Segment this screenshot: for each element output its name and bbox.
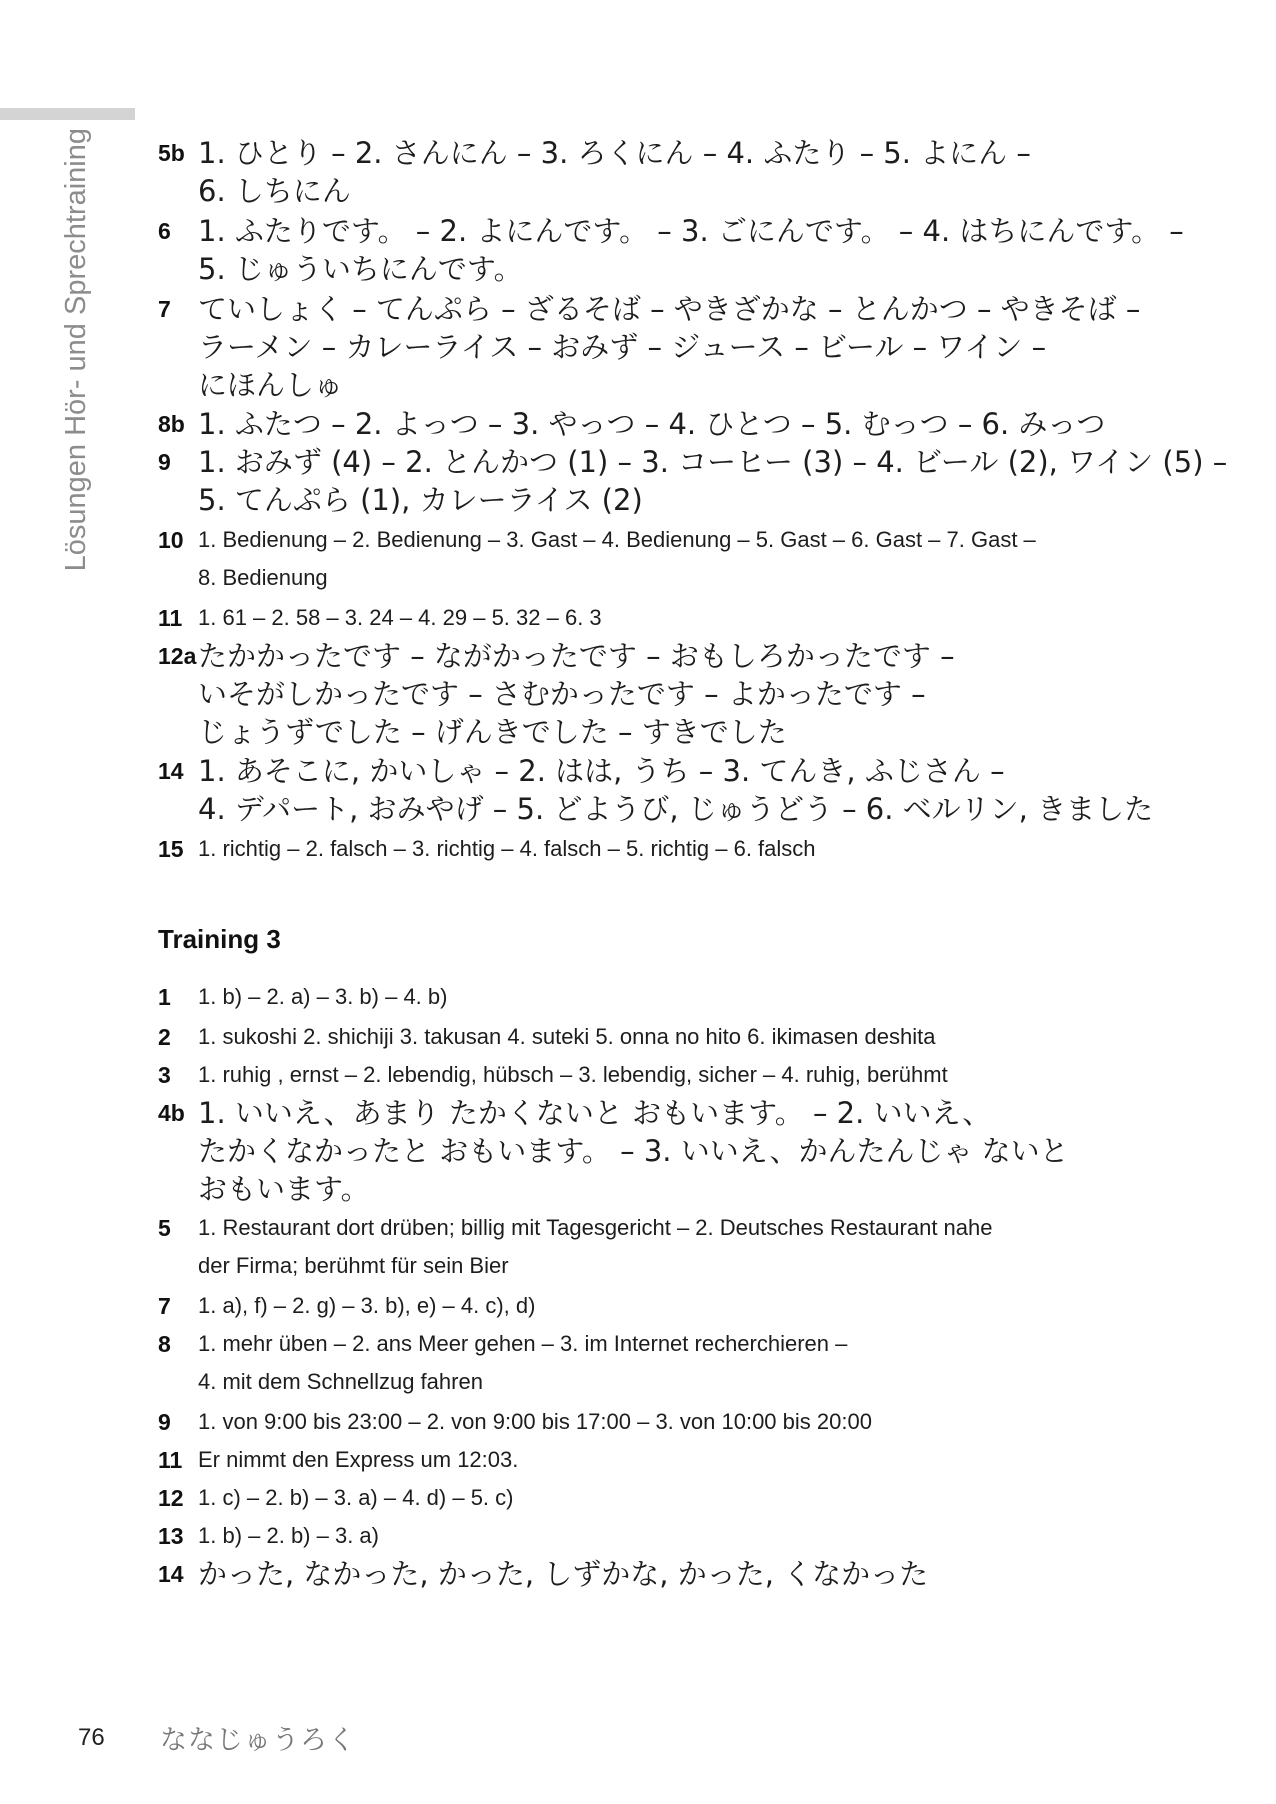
- answer-line: 1. ひとり – 2. さんにん – 3. ろくにん – 4. ふたり – 5. よにん –: [198, 136, 1031, 170]
- answer-text: [198, 1018, 1158, 1056]
- answer-line: Er nimmt den Express um 12:03.: [198, 1447, 519, 1472]
- answer-line: おもいます。: [198, 1172, 370, 1206]
- exercise-number: 7: [158, 1293, 171, 1319]
- chapter-side-label: Lösungen Hör- und Sprechtraining: [60, 128, 92, 572]
- answer-text: [198, 1555, 1158, 1593]
- answer-text: [198, 1441, 1158, 1479]
- answer-line: 1. ふたつ – 2. よっつ – 3. やっつ – 4. ひとつ – 5. むっつ – 6. みっつ: [198, 407, 1106, 441]
- answer-text: [198, 1403, 1158, 1441]
- answer-line: いそがしかったです – さむかったです – よかったです –: [198, 677, 926, 711]
- answer-text: [198, 1287, 1158, 1325]
- exercise-number: 11: [158, 605, 183, 631]
- answer-line: 1. b) – 2. b) – 3. a): [198, 1523, 379, 1548]
- answer-line: 8. Bedienung: [198, 565, 328, 590]
- answer-line: 1. richtig – 2. falsch – 3. richtig – 4. falsch – 5. richtig – 6. falsch: [198, 836, 816, 861]
- answer-line: 1. おみず (4) – 2. とんかつ (1) – 3. コーヒー (3) – 4. ビール (2), ワイン (5) –: [198, 445, 1228, 479]
- exercise-number: 7: [158, 296, 171, 322]
- answer-line: 1. ruhig , ernst – 2. lebendig, hübsch – 3. lebendig, sicher – 4. ruhig, berühmt: [198, 1062, 948, 1087]
- answer-line: 1. あそこに, かいしゃ – 2. はは, うち – 3. てんき, ふじさん –: [198, 754, 1005, 788]
- answer-line: 1. c) – 2. b) – 3. a) – 4. d) – 5. c): [198, 1485, 514, 1510]
- answer-line: 1. いいえ、あまり たかくないと おもいます。 – 2. いいえ、: [198, 1096, 992, 1130]
- answer-text: [198, 134, 1158, 210]
- answer-text: [198, 212, 1184, 288]
- section-heading: Training 3: [158, 924, 281, 954]
- answer-line: たかかったです – ながかったです – おもしろかったです –: [198, 639, 955, 673]
- answer-line: 5. じゅういちにんです。: [198, 252, 523, 286]
- answer-line: じょうずでした – げんきでした – すきでした: [198, 715, 787, 749]
- answer-text: [198, 1056, 1158, 1094]
- answer-line: 1. sukoshi 2. shichiji 3. takusan 4. suteki 5. onna no hito 6. ikimasen deshita: [198, 1024, 936, 1049]
- answer-line: かった, なかった, かった, しずかな, かった, くなかった: [198, 1557, 929, 1591]
- answer-text: [198, 752, 1158, 828]
- page-number-word: ななじゅうろく: [160, 1725, 356, 1756]
- answer-line: 6. しちにん: [198, 174, 351, 208]
- answer-line: 1. mehr üben – 2. ans Meer gehen – 3. im Internet recherchieren –: [198, 1331, 848, 1356]
- answer-line: 1. b) – 2. a) – 3. b) – 4. b): [198, 984, 448, 1009]
- answer-line: 1. Restaurant dort drüben; billig mit Tagesgericht – 2. Deutsches Restaurant nahe: [198, 1215, 993, 1240]
- exercise-number: 8b: [158, 411, 185, 437]
- answer-line: 1. Bedienung – 2. Bedienung – 3. Gast – 4. Bedienung – 5. Gast – 6. Gast – 7. Gast –: [198, 527, 1036, 552]
- answer-line: 1. a), f) – 2. g) – 3. b), e) – 4. c), d): [198, 1293, 536, 1318]
- exercise-number: 9: [158, 1409, 171, 1435]
- exercise-number: 14: [158, 1561, 184, 1587]
- answer-text: [198, 637, 1158, 751]
- exercise-number: 4b: [158, 1100, 185, 1126]
- answer-text: [198, 1094, 1158, 1208]
- answer-line: 5. てんぷら (1), カレーライス (2): [198, 483, 643, 517]
- exercise-number: 8: [158, 1331, 171, 1357]
- answer-text: [198, 1479, 1158, 1517]
- answer-text: [198, 405, 1158, 443]
- exercise-number: 10: [158, 527, 184, 553]
- exercise-number: 12: [158, 1485, 184, 1511]
- exercise-number: 3: [158, 1062, 171, 1088]
- exercise-number: 1: [158, 984, 171, 1010]
- answer-text: [198, 443, 1228, 519]
- answer-line: 1. 61 – 2. 58 – 3. 24 – 4. 29 – 5. 32 – 6. 3: [198, 605, 602, 630]
- page-number: 76: [78, 1724, 105, 1751]
- exercise-number: 5: [158, 1215, 171, 1241]
- answer-line: たかくなかったと おもいます。 – 3. いいえ、かんたんじゃ ないと: [198, 1134, 1069, 1168]
- exercise-number: 12a: [158, 643, 197, 669]
- answer-line: der Firma; berühmt für sein Bier: [198, 1253, 509, 1278]
- answer-line: 1. ふたりです。 – 2. よにんです。 – 3. ごにんです。 – 4. はちにんです。 –: [198, 214, 1184, 248]
- exercise-number: 14: [158, 758, 184, 784]
- exercise-number: 13: [158, 1523, 184, 1549]
- answer-line: ていしょく – てんぷら – ざるそば – やきざかな – とんかつ – やきそば –: [198, 292, 1141, 326]
- answer-line: 1. von 9:00 bis 23:00 – 2. von 9:00 bis 17:00 – 3. von 10:00 bis 20:00: [198, 1409, 872, 1434]
- answer-line: 4. mit dem Schnellzug fahren: [198, 1369, 483, 1394]
- exercise-number: 6: [158, 218, 171, 244]
- answer-text: [198, 290, 1158, 404]
- answer-line: 4. デパート, おみやげ – 5. どようび, じゅうどう – 6. ベルリン, きました: [198, 792, 1154, 826]
- exercise-number: 11: [158, 1447, 183, 1473]
- answer-text: [198, 830, 1158, 868]
- answer-text: [198, 1325, 1158, 1401]
- exercise-number: 5b: [158, 140, 185, 166]
- exercise-number: 9: [158, 449, 171, 475]
- answer-text: [198, 521, 1158, 597]
- exercise-number: 15: [158, 836, 184, 862]
- answer-text: [198, 1517, 1158, 1555]
- exercise-number: 2: [158, 1024, 171, 1050]
- answer-text: [198, 599, 1158, 637]
- answer-line: にほんしゅ: [198, 368, 344, 402]
- answer-line: ラーメン – カレーライス – おみず – ジュース – ビール – ワイン –: [198, 330, 1047, 364]
- answer-text: [198, 1209, 1158, 1285]
- answer-text: [198, 978, 1158, 1016]
